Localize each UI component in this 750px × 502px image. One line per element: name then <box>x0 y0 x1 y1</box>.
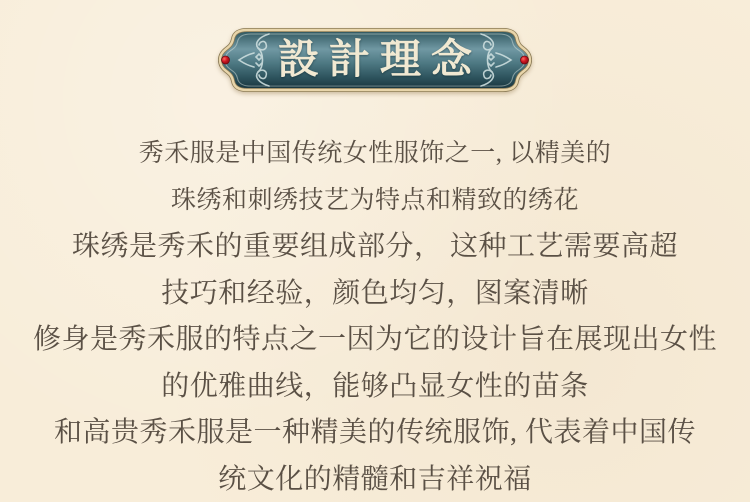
text-line-4: 技巧和经验，颜色均匀，图案清晰 <box>161 277 589 309</box>
text-line-2: 珠绣和刺绣技艺为特点和精致的绣花 <box>170 186 579 214</box>
text-line-1: 秀禾服是中国传统女性服饰之一, 以精美的 <box>138 140 612 167</box>
text-line-3: 珠绣是秀禾的重要组成部分， 这种工艺需要高超 <box>71 231 678 262</box>
text-line-5: 修身是秀禾服的特点之一因为它的设计旨在展现出女性 <box>32 324 717 355</box>
text-line-6: 的优雅曲线，能够凸显女性的苗条 <box>161 370 589 402</box>
banner-title: 設計理念 <box>278 36 482 82</box>
text-line-8: 统文化的精髓和吉祥祝福 <box>218 463 532 495</box>
text-line-7: 和高贵秀禾服是一种精美的传统服饰, 代表着中国传 <box>53 417 696 448</box>
